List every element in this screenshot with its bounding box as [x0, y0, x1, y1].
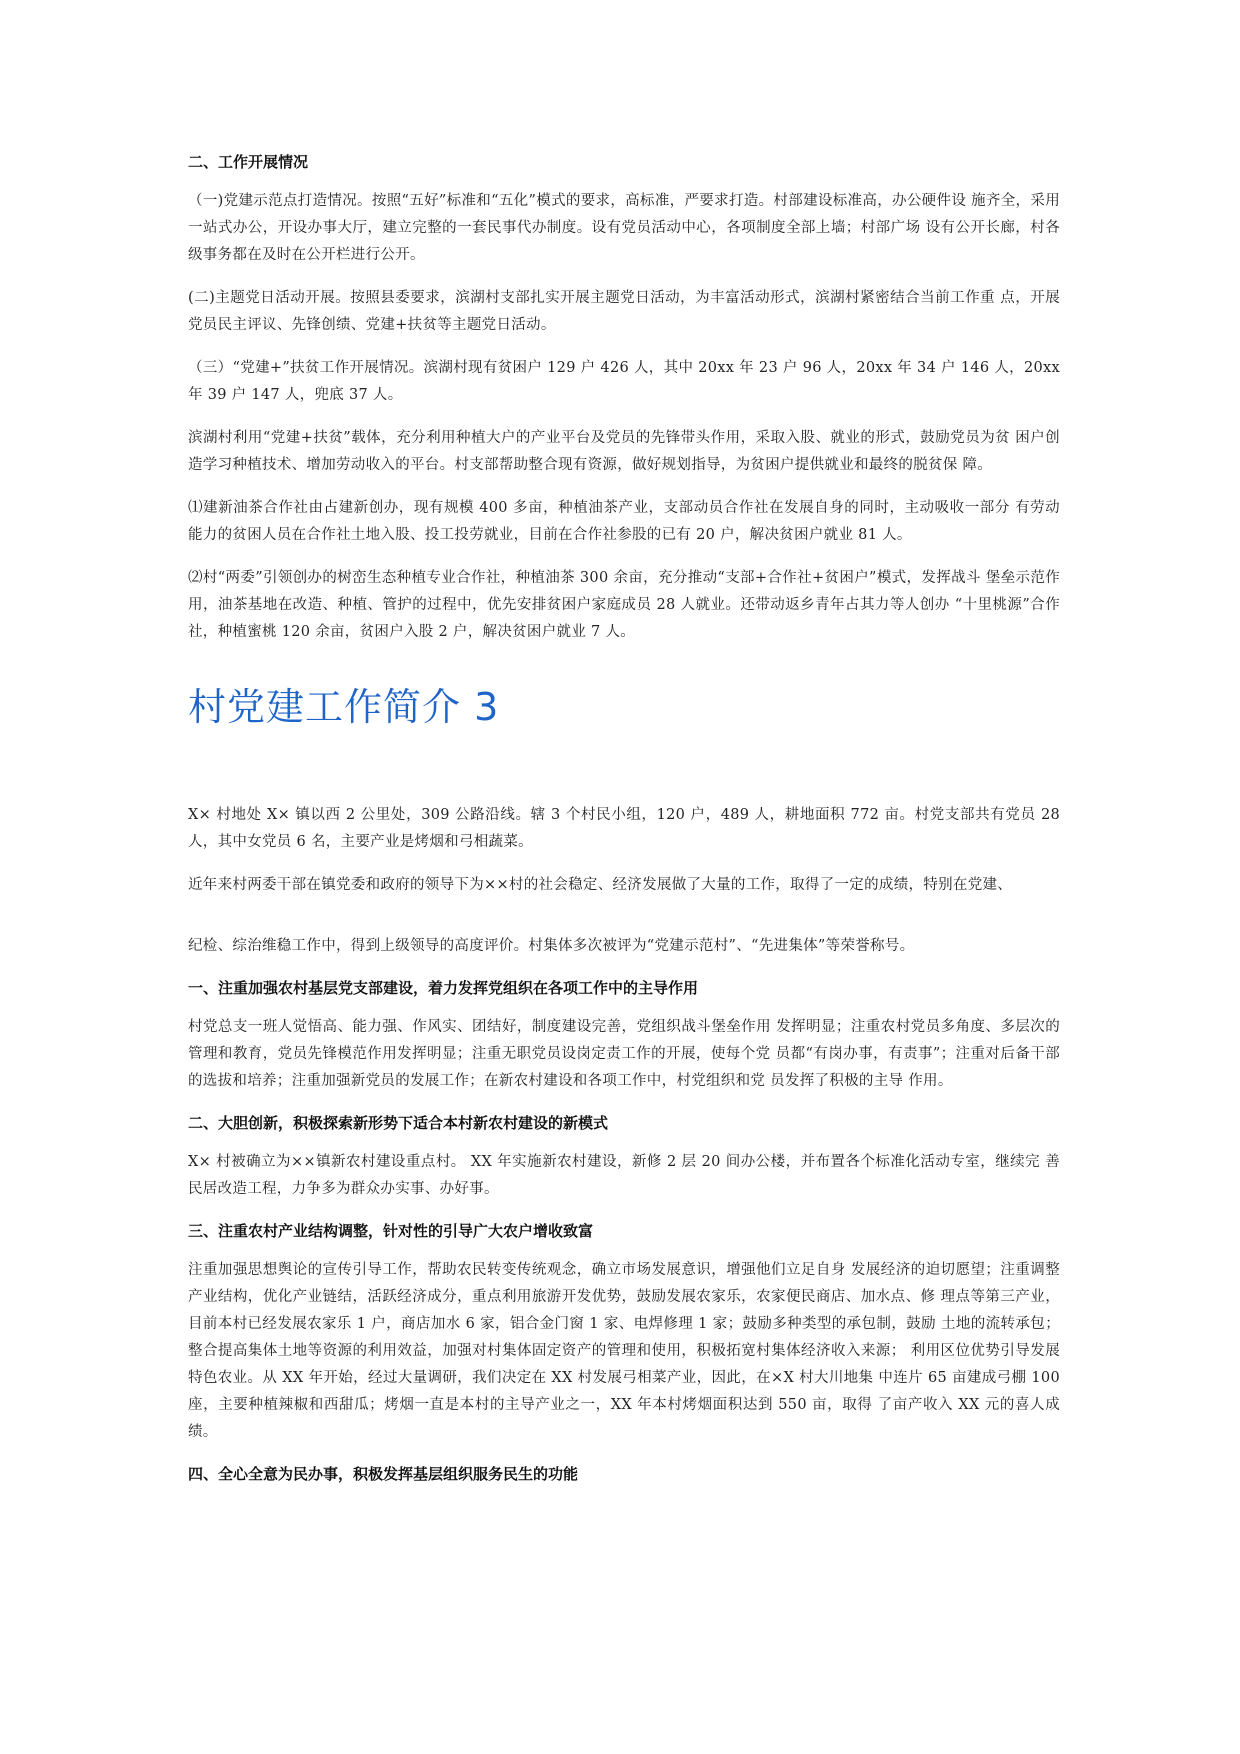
paragraph-honors: 纪检、综治维稳工作中，得到上级领导的高度评价。村集体多次被评为“党建示范村”、“先进集体”等荣誉称号。	[188, 938, 915, 954]
paragraph-section-2: X× 村被确立为××镇新农村建设重点村。 XX 年实施新农村建设，新修 2 层 20 间办公楼，并布置各个标准化活动专室，继续完 善民居改造工程，力争多为群众办实事、办好事。	[188, 1154, 1060, 1197]
paragraph-poverty-alleviation: （三）“党建+”扶贫工作开展情况。滨湖村现有贫困户 129 户 426 人，其中 20xx 年 23 户 96 人，20xx 年 34 户 146 人，20xx 年 39 户 147 人，兜底 37 人。	[188, 360, 1060, 403]
paragraph-section-1: 村党总支一班人觉悟高、能力强、作风实、团结好，制度建设完善，党组织战斗堡垒作用 发挥明显；注重农村党员多角度、多层次的管理和教育，党员先锋模范作用发挥明显；注重无职党员设岗定责工作的开展，使每个党 员都“有岗办事，有责事”；注重对后备干部的选拔和培养；注重加强新党员的发展工作；在新农村建设和各项工作中，村党组织和党 员发挥了积极的主导 作用。	[188, 1019, 1060, 1089]
paragraph-recent-work: 近年来村两委干部在镇党委和政府的领导下为××村的社会稳定、经济发展做了大量的工作，取得了一定的成绩，特别在党建、	[188, 877, 1013, 893]
paragraph-party-plus-poverty: 滨湖村利用“党建+扶贫”载体，充分利用种植大户的产业平台及党员的先锋带头作用，采取入股、就业的形式，鼓励党员为贫 困户创造学习种植技术、增加劳动收入的平台。村支部帮助整合现有资源，做好规划指导，为贫困户提供就业和最终的脱贫保 障。	[188, 430, 1060, 473]
paragraph-village-intro: X× 村地处 X× 镇以西 2 公里处，309 公路沿线。辖 3 个村民小组，120 户，489 人，耕地面积 772 亩。村党支部共有党员 28 人，其中女党员 6 名，主要产业是烤烟和弓相蔬菜。	[188, 807, 1060, 850]
section-heading-1: 一、注重加强农村基层党支部建设，着力发挥党组织在各项工作中的主导作用	[188, 979, 699, 997]
document-title: 村党建工作简介 3	[188, 685, 500, 729]
section-heading-4: 四、全心全意为民办事，积极发挥基层组织服务民生的功能	[188, 1465, 579, 1483]
paragraph-theme-party-day: (二)主题党日活动开展。按照县委要求，滨湖村支部扎实开展主题党日活动，为丰富活动形式，滨湖村紧密结合当前工作重 点，开展党员民主评议、先锋创绩、党建+扶贫等主题党日活动。	[188, 290, 1060, 333]
paragraph-cooperative-2: ⑵村“两委”引领创办的树峦生态种植专业合作社，种植油茶 300 余亩，充分推动“支部+合作社+贫困户”模式，发挥战斗 堡垒示范作用，油茶基地在改造、种植、管护的过程中，优先安排贫困户家庭成员 28 人就业。还带动返乡青年占其力等人创办 “十里桃源”合作社，种植蜜桃 120 余亩，贫困户入股 2 户，解决贫困户就业 7 人。	[188, 570, 1060, 640]
document-body	[188, 150, 1060, 1500]
section-heading-work-progress: 二、工作开展情况	[188, 153, 309, 171]
paragraph-cooperative-1: ⑴建新油茶合作社由占建新创办，现有规模 400 多亩，种植油茶产业，支部动员合作社在发展自身的同时，主动吸收一部分 有劳动能力的贫困人员在合作社土地入股、投工投劳就业，目前在合作社参股的已有 20 户，解决贫困户就业 81 人。	[188, 500, 1060, 543]
section-heading-2: 二、大胆创新，积极探索新形势下适合本村新农村建设的新模式	[188, 1114, 609, 1132]
spacer	[188, 915, 1060, 933]
section-heading-3: 三、注重农村产业结构调整，针对性的引导广大农户增收致富	[188, 1222, 594, 1240]
paragraph-section-3: 注重加强思想舆论的宣传引导工作，帮助农民转变传统观念，确立市场发展意识，增强他们立足自身 发展经济的迫切愿望；注重调整产业结构，优化产业链结，活跃经济成分，重点利用旅游开发优势，鼓励发展农家乐，农家便民商店、加水点、修 理点等第三产业，目前本村已经发展农家乐 1 户，商店加水 6 家，铝合金门窗 1 家、电焊修理 1 家；鼓励多种类型的承包制，鼓励 土地的流转承包；整合提高集体土地等资源的利用效益，加强对村集体固定资产的管理和使用，积极拓宽村集体经济收入来源； 利用区位优势引导发展特色农业。从 XX 年开始，经过大量调研，我们决定在 XX 村发展弓相菜产业，因此，在×X 村大川地集 中连片 65 亩建成弓棚 100 座，主要种植辣椒和西甜瓜；烤烟一直是本村的主导产业之一，XX 年本村烤烟面积达到 550 亩，取得 了亩产收入 XX 元的喜人成绩。	[188, 1262, 1060, 1440]
paragraph-demo-site: （一)党建示范点打造情况。按照“五好”标准和“五化”模式的要求，高标准，严要求打造。村部建设标准高，办公硬件设 施齐全，采用一站式办公，开设办事大厅，建立完整的一套民事代办制度。设有党员活动中心，各项制度全部上墙；村部广场 设有公开长廊，村各级事务都在及时在公开栏进行公开。	[188, 193, 1060, 263]
